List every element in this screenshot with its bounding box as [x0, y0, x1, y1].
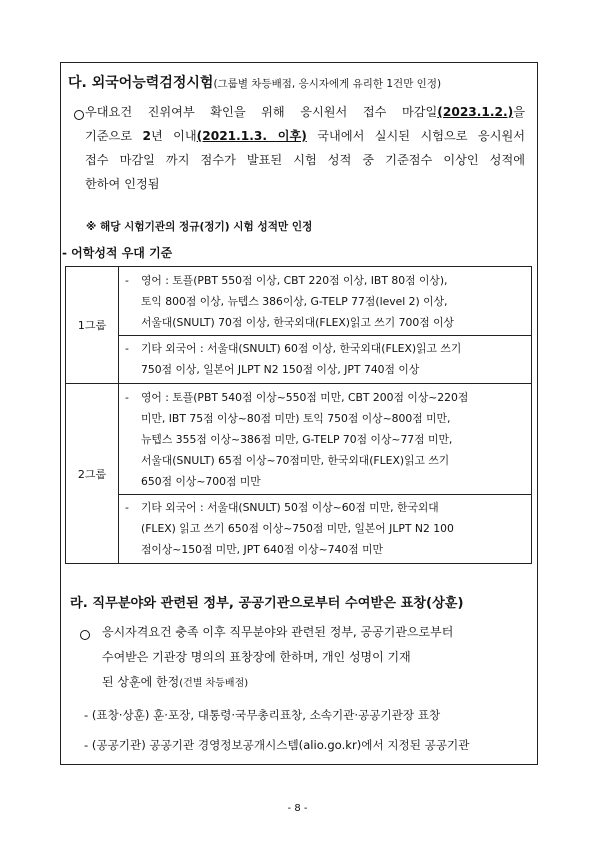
group-name-cell: 1그룹: [66, 267, 119, 384]
frame-bottom-rule: [60, 764, 537, 765]
criteria-line: 토익 800점 이상, 뉴텝스 386이상, G-TELP 77점(level 2) 이상,: [141, 295, 448, 308]
text: 국내에서 실시된 시험으로 응시원서: [306, 129, 526, 143]
para-line: [85, 100, 525, 124]
text: 을: [513, 105, 525, 119]
dash: -: [125, 342, 129, 355]
item-divider: [119, 494, 531, 495]
criteria-line: 기타 외국어 : 서울대(SNULT) 60점 이상, 한국외대(FLEX)읽고 쓰기: [141, 342, 462, 355]
criteria-line: 영어 : 토플(PBT 550점 이상, CBT 220점 이상, IBT 80점 이상),: [141, 274, 448, 287]
text: 기준으로: [85, 129, 143, 143]
criteria-line: (FLEX) 읽고 쓰기 650점 이상~750점 미만, 일본어 JLPT N2 100: [141, 522, 454, 535]
group-criteria-cell: [119, 384, 532, 564]
section-ra-title: 라. 직무분야와 관련된 정부, 공공기관으로부터 수여받은 표창(상훈): [70, 596, 464, 611]
language-score-table: [65, 266, 532, 564]
criteria-title: - 어학성적 우대 기준: [62, 246, 173, 260]
since-date: (2021.1.3. 이후): [196, 129, 307, 143]
criteria-line: 미만, IBT 75점 이상~80점 미만) 토익 750점 이상~800점 미만,: [141, 412, 451, 425]
note: (건별 차등배점): [179, 678, 249, 689]
section-da-heading: 다. 외국어능력검정시험: [68, 75, 214, 91]
award-types-line: - (표창·상훈) 훈·포장, 대통령·국무총리표창, 소속기관·공공기관장 표창: [84, 708, 441, 722]
criteria-item: [125, 338, 525, 380]
circle-bullet-icon: [74, 110, 84, 120]
deadline-date: (2023.1.2.): [437, 105, 514, 119]
criteria-line: 점이상~150점 미만, JPT 640점 이상~740점 미만: [141, 543, 383, 556]
text: 년 이내: [150, 129, 197, 143]
section-da-heading-note: (그룹별 차등배점, 응시자에게 유리한 1건만 인정): [213, 78, 442, 90]
text: 우대요건 진위여부 확인을 위해 응시원서 접수 마감일: [85, 105, 438, 119]
group-criteria-cell: [119, 267, 532, 384]
para-line: 접수 마감일 까지 점수가 발표된 시험 성적 중 기준점수 이상인 성적에: [85, 153, 525, 167]
criteria-item: [125, 270, 525, 333]
criteria-line: 서울대(SNULT) 65점 이상~70점미만, 한국외대(FLEX)읽고 쓰기: [141, 454, 450, 467]
table-row: [66, 384, 532, 564]
criteria-line: 650점 이상~700점 미만: [141, 475, 261, 488]
para-line: 한하여 인정됨: [85, 177, 160, 191]
criteria-line: 뉴텝스 355점 이상~386점 미만, G-TELP 70점 이상~77점 미만,: [141, 433, 453, 446]
text: 된 상훈에 한정: [102, 675, 180, 689]
official-test-note: ※ 해당 시험기관의 정규(정기) 시험 성적만 인정: [86, 221, 313, 233]
para-line: 응시자격요건 충족 이후 직무분야와 관련된 정부, 공공기관으로부터: [102, 625, 454, 639]
dash: -: [125, 391, 129, 404]
para-line: [102, 670, 530, 696]
section-ra-paragraph: [102, 620, 530, 696]
criteria-line: 서울대(SNULT) 70점 이상, 한국외대(FLEX)읽고 쓰기 700점 이상: [141, 316, 454, 329]
criteria-line: 영어 : 토플(PBT 540점 이상~550점 미만, CBT 200점 이상~220점: [141, 391, 469, 404]
para-line: [85, 124, 525, 148]
dash: -: [125, 501, 129, 514]
public-institution-line: - (공공기관) 공공기관 경영정보공개시스템(alio.go.kr)에서 지정된 공공기관: [84, 738, 470, 752]
criteria-line: 기타 외국어 : 서울대(SNULT) 50점 이상~60점 미만, 한국외대: [141, 501, 439, 514]
criteria-item: [125, 387, 525, 492]
years-value: 2: [142, 129, 151, 143]
item-divider: [119, 335, 531, 336]
dash: -: [125, 274, 129, 287]
criteria-item: [125, 497, 525, 560]
para-line: 수여받은 기관장 명의의 표창장에 한하며, 개인 성명이 기재: [102, 650, 411, 664]
criteria-line: 750점 이상, 일본어 JLPT N2 150점 이상, JPT 740점 이상: [141, 363, 420, 376]
group-name-cell: 2그룹: [66, 384, 119, 564]
section-da-paragraph: [85, 100, 525, 196]
table-row: [66, 267, 532, 384]
section-da-title: [68, 72, 441, 92]
circle-bullet-icon: [80, 630, 90, 640]
page-number: - 8 -: [287, 803, 308, 814]
